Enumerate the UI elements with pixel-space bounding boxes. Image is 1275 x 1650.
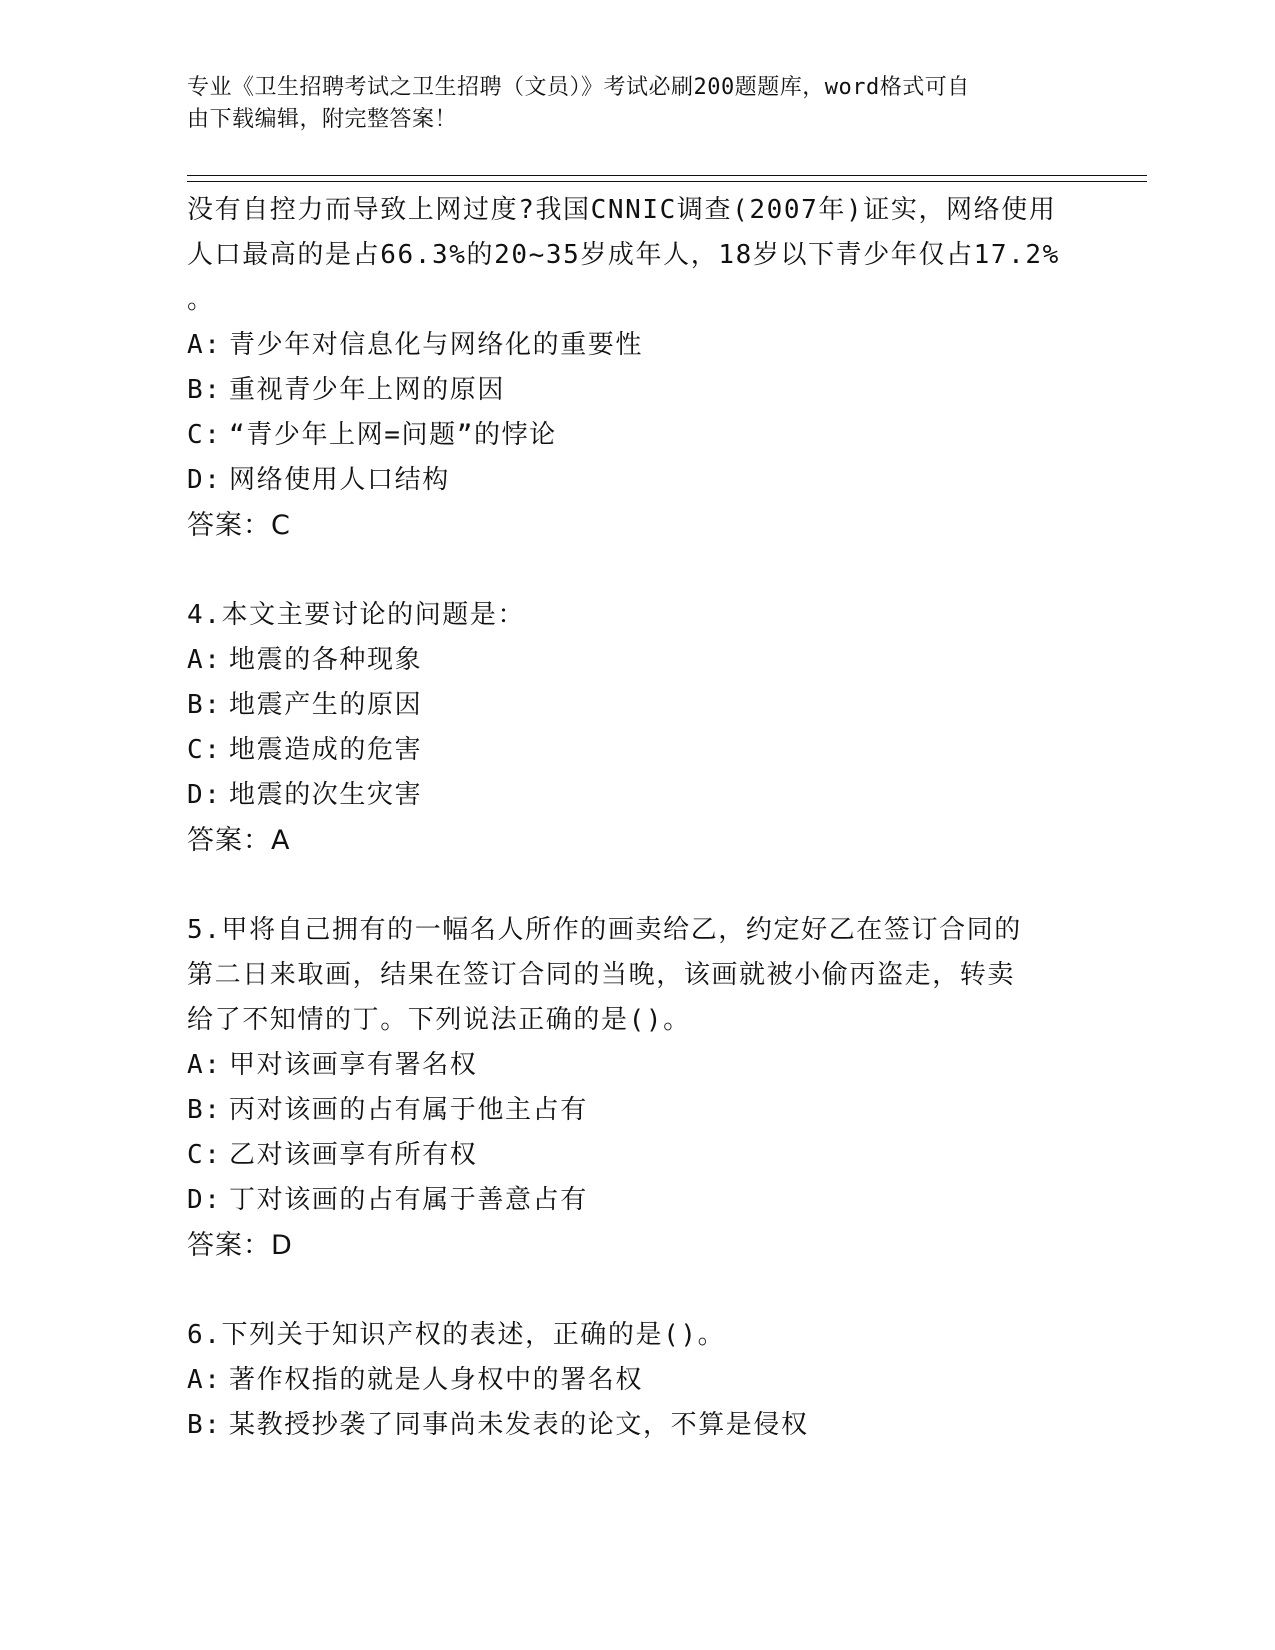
option-label: A:	[187, 1050, 222, 1080]
header-line-1: 专业《卫生招聘考试之卫生招聘（文员）》考试必刷200题题库，word格式可自	[187, 75, 970, 100]
question-3-text-line-2: 人口最高的是占66.3%的20~35岁成年人，18岁以下青少年仅占17.2%	[187, 240, 1060, 270]
option-label: D:	[187, 780, 222, 810]
answer: 答案：D	[187, 1230, 293, 1261]
option-text: 重视青少年上网的原因	[229, 375, 506, 405]
option-label: A:	[187, 1365, 222, 1395]
option-text: 著作权指的就是人身权中的署名权	[229, 1365, 644, 1395]
option-c	[187, 728, 1087, 773]
option-label: D:	[187, 1185, 222, 1215]
question-5-title-line-1: 5.甲将自己拥有的一幅名人所作的画卖给乙，约定好乙在签订合同的	[187, 915, 1022, 945]
header-rule-top	[187, 175, 1147, 176]
option-b	[187, 683, 1087, 728]
option-d	[187, 458, 1087, 503]
option-text: 地震产生的原因	[229, 690, 423, 720]
document-header	[187, 72, 1067, 136]
option-text: “青少年上网=问题”的悖论	[229, 420, 557, 450]
option-text: 青少年对信息化与网络化的重要性	[229, 330, 644, 360]
question-6-title: 6.下列关于知识产权的表述，正确的是()。	[187, 1320, 726, 1350]
question-5	[187, 908, 1087, 1268]
option-label: B:	[187, 690, 222, 720]
option-b	[187, 1403, 1087, 1448]
option-b	[187, 1088, 1087, 1133]
question-3-text-line-1: 没有自控力而导致上网过度?我国CNNIC调查(2007年)证实，网络使用	[187, 195, 1057, 225]
option-text: 地震的次生灾害	[229, 780, 423, 810]
option-label: B:	[187, 1410, 222, 1440]
option-a	[187, 638, 1087, 683]
option-d	[187, 773, 1087, 818]
option-label: D:	[187, 465, 222, 495]
question-6	[187, 1313, 1087, 1448]
option-a	[187, 1043, 1087, 1088]
answer: 答案：A	[187, 825, 291, 856]
option-d	[187, 1178, 1087, 1223]
option-b	[187, 368, 1087, 413]
option-text: 丁对该画的占有属于善意占有	[229, 1185, 588, 1215]
spacer	[187, 548, 1087, 593]
question-3-text-line-3: 。	[187, 285, 215, 315]
option-label: C:	[187, 735, 222, 765]
option-text: 网络使用人口结构	[229, 465, 450, 495]
option-text: 丙对该画的占有属于他主占有	[229, 1095, 588, 1125]
option-a	[187, 1358, 1087, 1403]
question-4	[187, 593, 1087, 863]
question-5-title-line-2: 第二日来取画，结果在签订合同的当晚，该画就被小偷丙盗走，转卖	[187, 960, 1016, 990]
header-line-2: 由下载编辑，附完整答案！	[187, 107, 458, 132]
spacer	[187, 1268, 1087, 1313]
option-text: 地震造成的危害	[229, 735, 423, 765]
question-5-title-line-3: 给了不知情的丁。下列说法正确的是()。	[187, 1005, 691, 1035]
option-label: A:	[187, 330, 222, 360]
option-label: B:	[187, 1095, 222, 1125]
option-text: 地震的各种现象	[229, 645, 423, 675]
option-label: A:	[187, 645, 222, 675]
option-label: C:	[187, 420, 222, 450]
header-rule-bottom	[187, 181, 1147, 182]
answer: 答案：C	[187, 510, 291, 541]
option-c	[187, 413, 1087, 458]
option-c	[187, 1133, 1087, 1178]
question-3	[187, 188, 1087, 548]
question-4-title: 4.本文主要讨论的问题是：	[187, 600, 526, 630]
option-text: 某教授抄袭了同事尚未发表的论文，不算是侵权	[229, 1410, 809, 1440]
spacer	[187, 863, 1087, 908]
option-text: 乙对该画享有所有权	[229, 1140, 478, 1170]
option-label: C:	[187, 1140, 222, 1170]
option-label: B:	[187, 375, 222, 405]
question-list	[187, 188, 1087, 1448]
option-a	[187, 323, 1087, 368]
option-text: 甲对该画享有署名权	[229, 1050, 478, 1080]
